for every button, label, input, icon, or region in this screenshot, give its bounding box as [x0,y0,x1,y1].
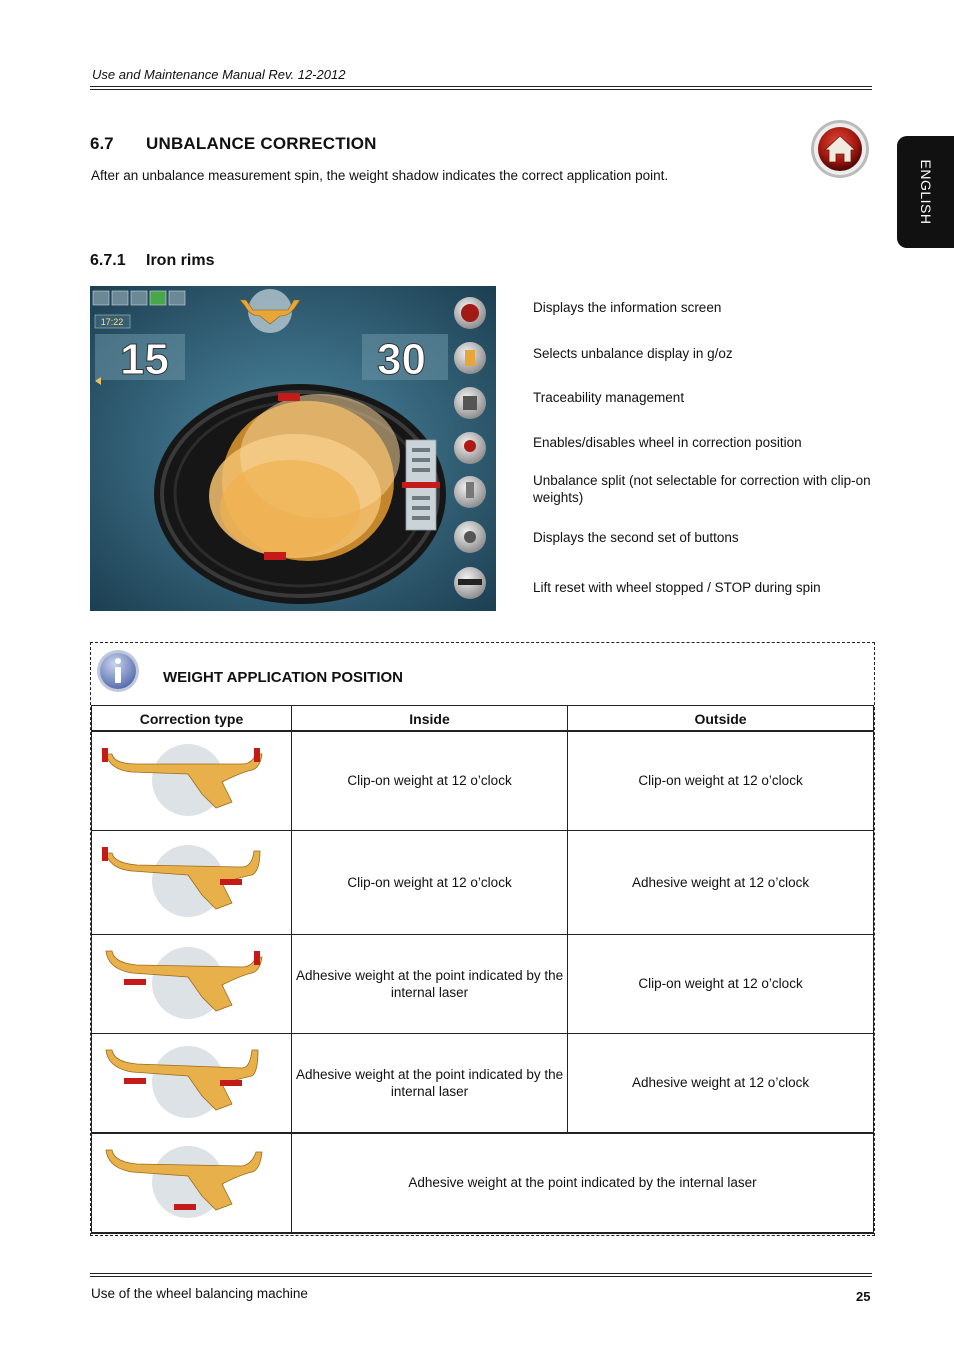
header-inside: Inside [292,706,568,731]
correction-type-image [92,934,292,1033]
table-header-row [92,706,874,731]
language-label: ENGLISH [917,159,934,225]
table-row [92,830,874,934]
inside-cell: Clip-on weight at 12 o’clock [292,731,568,831]
rim-adhesive-adhesive-icon [92,1034,291,1128]
inside-cell: Adhesive weight at the point indicated by the internal laser [292,1033,568,1133]
callout-lift-reset: Lift reset with wheel stopped / STOP during spin [533,580,821,595]
subsection-number: 6.7.1 [90,252,126,269]
outside-cell: Adhesive weight at 12 o’clock [568,830,874,934]
callout-unbalance-split: Unbalance split (not selectable for correction with clip-on weights) [533,473,871,505]
inner-unbalance-value: 15 [120,335,169,384]
callout-second-buttons: Displays the second set of buttons [533,530,739,545]
rim-hidden-adhesive-icon [92,1134,291,1228]
subsection-title: Iron rims [146,252,215,269]
header-outside: Outside [568,706,874,731]
correction-type-image [92,830,292,934]
callout-unit-selection: Selects unbalance display in g/oz [533,346,733,361]
correction-type-image [92,1033,292,1133]
rim-clipon-adhesive-icon [92,831,291,930]
balancer-screen [90,286,496,611]
rim-clipon-clipon-icon [92,732,291,826]
outer-unbalance-value: 30 [377,335,426,384]
table-row [92,1033,874,1133]
section-description: After an unbalance measurement spin, the weight shadow indicates the correct application point. [91,168,669,183]
callout-information-screen: Displays the information screen [533,300,722,315]
info-icon [96,649,140,693]
outside-cell: Clip-on weight at 12 o’clock [568,731,874,831]
section-number: 6.7 [90,134,114,153]
combined-cell: Adhesive weight at the point indicated by the internal laser [292,1133,874,1233]
header-rule [90,86,872,90]
footer-rule [90,1273,872,1277]
home-icon[interactable] [810,119,870,179]
language-tab [897,136,954,248]
header-correction-type: Correction type [92,706,292,731]
rim-adhesive-clipon-icon [92,935,291,1029]
table-row [92,731,874,831]
info-title: WEIGHT APPLICATION POSITION [163,669,403,686]
correction-type-image [92,1133,292,1233]
page-number: 25 [856,1289,871,1304]
inside-cell: Clip-on weight at 12 o’clock [292,830,568,934]
correction-type-image [92,731,292,831]
callout-traceability: Traceability management [533,390,685,405]
weight-position-table [91,705,874,1234]
inside-cell: Adhesive weight at the point indicated by the internal laser [292,934,568,1033]
table-row [92,1133,874,1233]
outside-cell: Clip-on weight at 12 o’clock [568,934,874,1033]
callout-correction-position: Enables/disables wheel in correction position [533,435,802,450]
outside-cell: Adhesive weight at 12 o’clock [568,1033,874,1133]
footer-text: Use of the wheel balancing machine [91,1286,308,1301]
section-title: UNBALANCE CORRECTION [146,134,377,153]
table-row [92,934,874,1033]
screen-time: 17:22 [100,317,124,327]
manual-header: Use and Maintenance Manual Rev. 12-2012 [92,67,346,82]
